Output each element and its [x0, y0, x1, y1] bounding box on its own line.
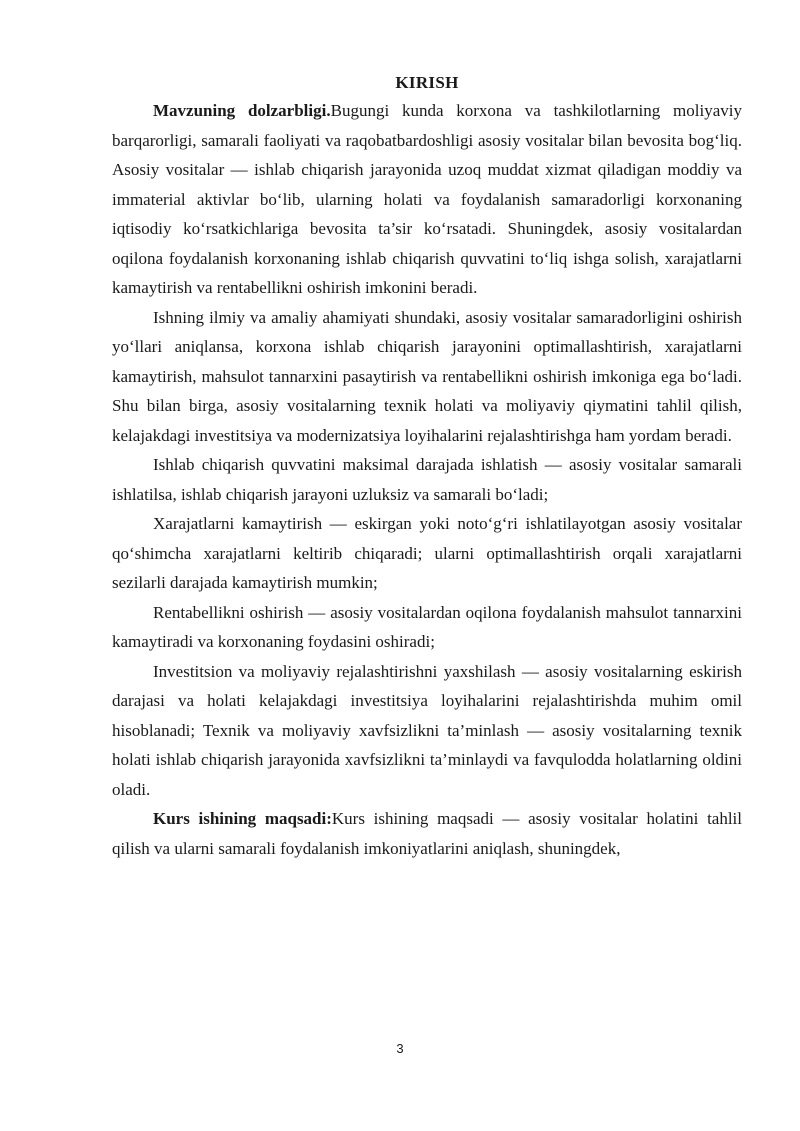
paragraph-investment	[112, 657, 742, 805]
paragraph-profitability	[112, 598, 742, 657]
paragraph-lead: Mavzuning dolzarbligi.	[153, 101, 331, 120]
paragraph-text: Ishlab chiqarish quvvatini maksimal darajada ishlatish — asosiy vositalar samarali ishlatilsa, ishlab chiqarish jarayoni uzluksiz va samarali bo‘ladi;	[112, 455, 742, 504]
paragraph-text: Bugungi kunda korxona va tashkilotlarning moliyaviy barqarorligi, samarali faoliyati va raqobatbardoshligi asosiy vositalar bilan bevosita bog‘liq. Asosiy vositalar — ishlab chiqarish jarayonida uzoq muddat xizmat qiladigan moddiy va immaterial aktivlar bo‘lib, ularning holati va foydalanish samaradorligi korxonaning iqtisodiy ko‘rsatkichlariga bevosita ta’sir ko‘rsatadi. Shuningdek, asosiy vositalardan oqilona foydalanish korxonaning ishlab chiqarish quvvatini to‘liq ishga solish, xarajatlarni kamaytirish va rentabellikni oshirish imkonini beradi.	[112, 101, 742, 297]
section-heading: KIRISH	[395, 73, 459, 92]
paragraph-text: Investitsion va moliyaviy rejalashtirishni yaxshilash — asosiy vositalarning eskirish darajasi va holati kelajakdagi investitsiya loyihalarini rejalashtirishda muhim omil hisoblanadi; Texnik va moliyaviy xavfsizlikni ta’minlash — asosiy vositalarning texnik holati ishlab chiqarish jarayonida xavfsizlikni ta’minlaydi va favqulodda holatlarning oldini oladi.	[112, 661, 742, 799]
paragraph-aim	[112, 804, 742, 863]
paragraph-text: Kurs ishining maqsadi — asosiy vositalar holatini tahlil qilish va ularni samarali foydalanish imkoniyatlarini aniqlash, shuningdek,	[112, 809, 743, 858]
paragraph-relevance	[112, 96, 742, 303]
paragraph-text: Ishning ilmiy va amaliy ahamiyati shundaki, asosiy vositalar samaradorligini oshirish yo‘llari aniqlansa, korxona ishlab chiqarish jarayonini optimallashtirish, xarajatlarni kamaytirish, mahsulot tannarxini pasaytirish va rentabellikni oshirish imkoniga ega bo‘ladi. Shu bilan birga, asosiy vositalarning texnik holati va moliyaviy qiymatini tahlil qilish, kelajakdagi investitsiya va modernizatsiya loyihalarini rejalashtirishga ham yordam beradi.	[112, 307, 742, 445]
document-page	[112, 72, 742, 863]
paragraph-costs	[112, 509, 742, 598]
paragraph-capacity	[112, 450, 742, 509]
paragraph-lead: Kurs ishining maqsadi:	[153, 809, 332, 828]
page-number: 3	[396, 1041, 404, 1056]
paragraph-text: Rentabellikni oshirish — asosiy vositalardan oqilona foydalanish mahsulot tannarxini kamaytiradi va korxonaning foydasini oshiradi;	[112, 602, 742, 651]
paragraph-significance	[112, 303, 742, 451]
paragraph-text: Xarajatlarni kamaytirish — eskirgan yoki noto‘g‘ri ishlatilayotgan asosiy vositalar qo‘shimcha xarajatlarni keltirib chiqaradi; ularni optimallashtirish orqali xarajatlarni sezilarli darajada kamaytirish mumkin;	[112, 514, 742, 592]
